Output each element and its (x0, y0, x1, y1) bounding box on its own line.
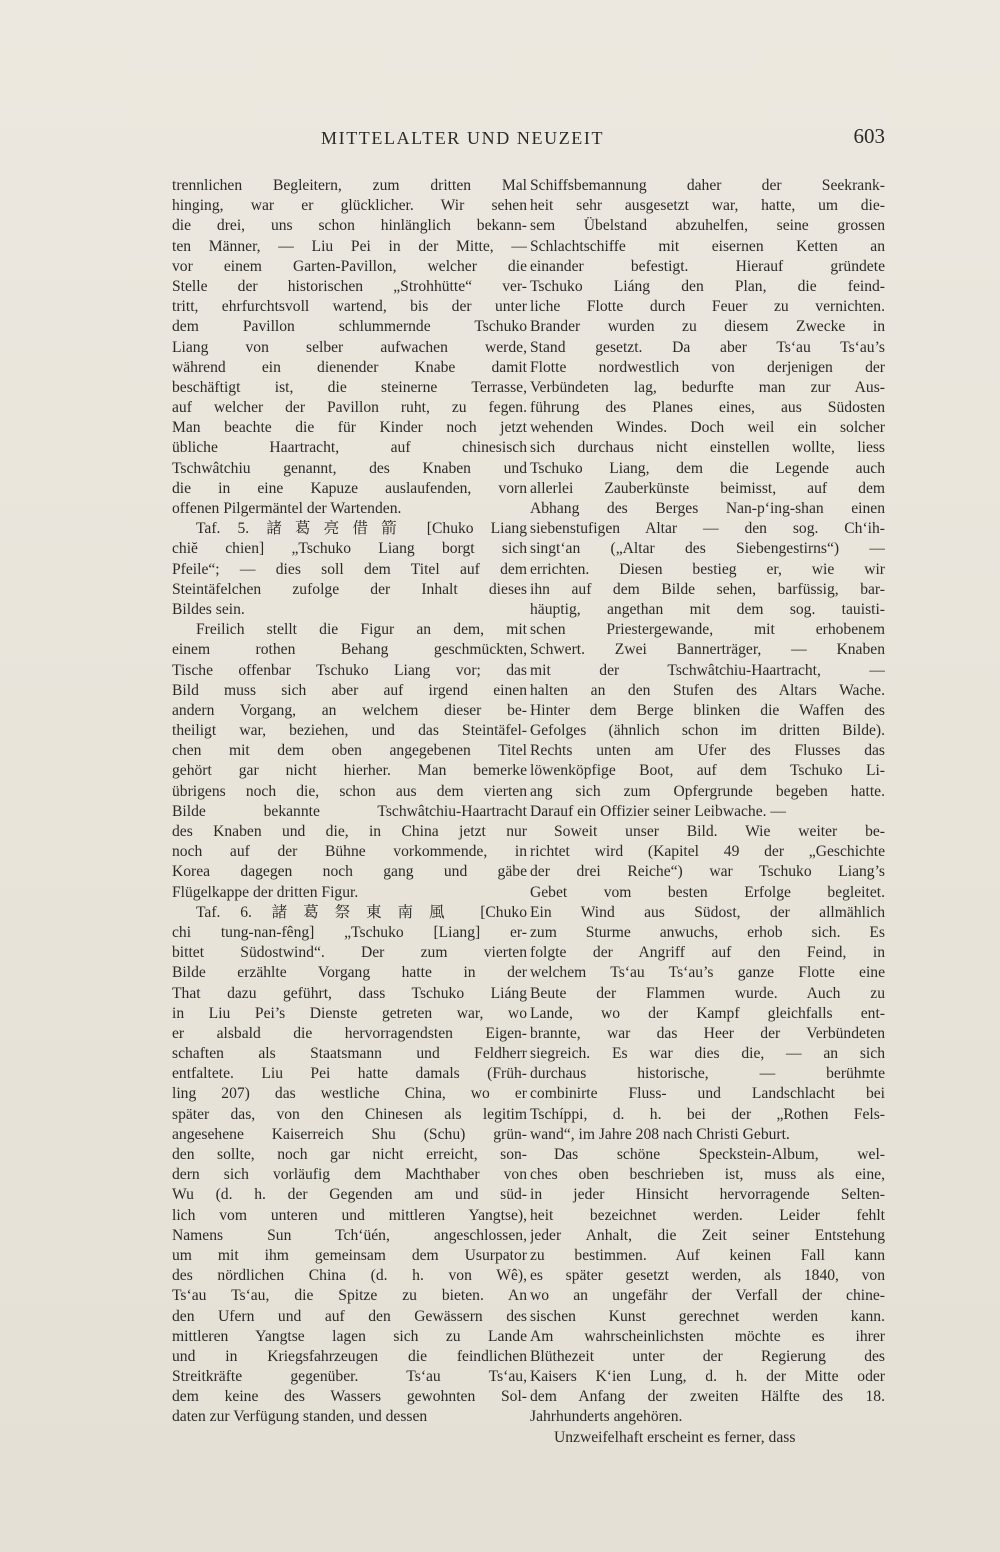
text-line: richtet wird (Kapitel 49 der „Geschichte (530, 843, 885, 861)
text-line: ten Männer, — Liu Pei in der Mitte, — (172, 237, 527, 255)
text-line: des nördlichen China (d. h. von Wê), (172, 1267, 527, 1285)
text-line: Ts‘au Ts‘au, die Spitze zu bieten. An (172, 1287, 527, 1305)
text-line: der drei Reiche“) war Tschuko Liang’s (530, 863, 885, 881)
text-line: Das schöne Speckstein-Album, wel- (554, 1146, 885, 1163)
text-line: Ein Wind aus Südost, der allmählich (530, 903, 885, 921)
text-line: hinging, war er glücklicher. Wir sehen (172, 197, 527, 215)
text-line: Verbündeten lag, bedurfte man zur Aus- (530, 378, 885, 396)
text-line: schen Priestergewande, mit erhobenem (530, 621, 885, 639)
text-line: schaften als Staatsmann und Feldherr (172, 1045, 527, 1063)
text-line: Abhang des Berges Nan-p‘ing-shan einen (530, 500, 885, 517)
right-text-column (530, 176, 885, 1448)
text-line: Lande, wo der Kampf gleichfalls ent- (530, 1004, 885, 1022)
text-line: Wu (d. h. der Gegenden am und süd- (172, 1186, 527, 1204)
text-line: halten an den Stufen des Altars Wache. (530, 681, 885, 699)
text-line: Tschuko Liang, dem die Legende auch (530, 459, 885, 477)
text-line: sem Übelstand abzuhelfen, seine grossen (530, 217, 885, 235)
text-line: chi tung-nan-fêng] „Tschuko [Liang] er- (172, 923, 527, 941)
text-line: sich durchaus nicht einstellen wollte, liess (530, 439, 885, 457)
text-line: Korea dagegen noch gang und gäbe (172, 863, 527, 881)
text-line: dem Anfang der zweiten Hälfte des 18. (530, 1388, 885, 1406)
text-line: den sollte, noch gar nicht erreicht, son- (172, 1146, 527, 1163)
text-line: combinirte Fluss- und Landschlacht bei (530, 1085, 885, 1103)
text-line: Liang von selber aufwachen werde, (172, 338, 527, 356)
text-line: Jahrhunderts angehören. (530, 1408, 683, 1426)
text-line: Taf. 6. 諸葛祭東南風 [Chuko (196, 903, 527, 921)
text-line: liche Flotte durch Feuer zu vernichten. (530, 298, 885, 316)
text-line: löwenköpfige Boot, auf dem Tschuko Li- (530, 762, 885, 780)
text-line: brannte, war das Heer der Verbündeten (530, 1024, 885, 1042)
text-line: häuptig, angethan mit dem sog. tauisti- (530, 600, 885, 618)
text-line: führung des Planes eines, aus Südosten (530, 399, 885, 417)
text-line: Soweit unser Bild. Wie weiter be- (554, 823, 885, 840)
text-line: einem rothen Behang geschmückten, (172, 641, 527, 659)
text-line: Unzweifelhaft erscheint es ferner, dass (554, 1428, 796, 1446)
text-line: dem Pavillon schlummernde Tschuko (172, 318, 527, 336)
text-line: zu bestimmen. Auf keinen Fall kann (530, 1246, 885, 1264)
text-line: entfaltete. Liu Pei hatte damals (Früh- (172, 1065, 527, 1083)
text-line: Blüthezeit unter der Regierung des (530, 1347, 885, 1365)
text-line: Tschwâtchiu genannt, des Knaben und (172, 459, 527, 477)
text-line: andern Vorgang, an welchem dieser be- (172, 701, 527, 719)
text-line: während ein dienender Knabe damit (172, 358, 527, 376)
running-head: MITTELALTER UND NEUZEIT (321, 128, 605, 148)
text-line: Freilich stellt die Figur an dem, mit (196, 621, 527, 639)
text-line: die in eine Kapuze auslaufenden, vorn (172, 479, 527, 497)
text-line: wand“, im Jahre 208 nach Christi Geburt. (530, 1125, 790, 1143)
text-line: Brander wurden zu diesem Zwecke in (530, 318, 885, 336)
text-line: Darauf ein Offizier seiner Leibwache. — (530, 802, 787, 820)
text-line: errichten. Diesen bestieg er, wie wir (530, 560, 885, 578)
text-line: ihn auf dem Bilde sehen, barfüssig, bar- (530, 580, 885, 598)
text-line: Tschuko Liáng den Plan, die feind- (530, 277, 885, 295)
text-line: Tschíppi, d. h. bei der „Rothen Fels- (530, 1105, 885, 1123)
text-line: Gefolges (ähnlich schon im dritten Bilde). (530, 722, 885, 740)
text-line: Stelle der historischen „Strohhütte“ ver- (172, 277, 527, 295)
text-line: beschäftigt ist, die steinerne Terrasse, (172, 378, 527, 396)
text-line: chiĕ chien] „Tschuko Liang borgt sich (172, 540, 527, 558)
text-line: und in Kriegsfahrzeugen die feindlichen (172, 1347, 527, 1365)
text-line: Hinter dem Berge blinken die Waffen des (530, 701, 885, 719)
text-line: siebenstufigen Altar — den sog. Ch‘ih- (530, 520, 885, 538)
text-line: That dazu geführt, dass Tschuko Liáng (172, 984, 527, 1002)
text-line: Schlachtschiffe mit eisernen Ketten an (530, 237, 885, 255)
text-line: Steintäfelchen zufolge der Inhalt dieses (172, 580, 527, 598)
text-line: Streitkräfte gegenüber. Ts‘au Ts‘au, (172, 1368, 527, 1386)
text-line: noch auf der Bühne vorkommende, in (172, 843, 527, 861)
text-line: welchem Ts‘au Ts‘au’s ganze Flotte eine (530, 964, 885, 982)
text-line: Flotte nordwestlich von derjenigen der (530, 358, 885, 376)
text-line: er alsbald die hervorragendsten Eigen- (172, 1024, 527, 1042)
text-line: einander befestigt. Hierauf gründete (530, 257, 885, 275)
text-line: ches oben beschrieben ist, muss als eine, (530, 1166, 885, 1184)
text-line: offenen Pilgermäntel der Wartenden. (172, 500, 402, 517)
text-line: um mit ihm gemeinsam dem Usurpator (172, 1246, 527, 1264)
text-line: Bilde bekannte Tschwâtchiu-Haartracht (172, 802, 527, 820)
text-line: ling 207) das westliche China, wo er (172, 1085, 527, 1103)
text-line: Bilde erzählte Vorgang hatte in der (172, 964, 527, 982)
text-line: später das, von den Chinesen als legitim (172, 1105, 527, 1123)
text-line: Taf. 5. 諸葛亮借箭 [Chuko Liang (196, 520, 527, 538)
text-line: dem keine des Wassers gewohnten Sol- (172, 1388, 527, 1406)
text-line: chen mit dem oben angegebenen Titel (172, 742, 527, 760)
text-line: des Knaben und die, in China jetzt nur (172, 823, 527, 840)
text-line: heit bezeichnet werden. Leider fehlt (530, 1206, 885, 1224)
text-line: wehenden Windes. Doch weil ein solcher (530, 419, 885, 437)
text-line: Rechts unten am Ufer des Flusses das (530, 742, 885, 760)
text-line: theiligt war, beziehen, und das Steintäfel- (172, 722, 527, 740)
text-line: es später gesetzt werden, als 1840, von (530, 1267, 885, 1285)
text-line: Schwert. Zwei Bannerträger, — Knaben (530, 641, 885, 659)
text-line: mit der Tschwâtchiu-Haartracht, — (530, 661, 885, 679)
text-line: Kaisers K‘ien Lung, d. h. der Mitte oder (530, 1368, 885, 1386)
text-line: lich vom unteren und mittleren Yangtse), (172, 1206, 527, 1224)
text-line: zum Sturme anwuchs, erhob sich. Es (530, 923, 885, 941)
text-line: in jeder Hinsicht hervorragende Selten- (530, 1186, 885, 1204)
text-line: Gebet vom besten Erfolge begleitet. (530, 883, 885, 901)
text-line: gehört gar nicht hierher. Man bemerke (172, 762, 527, 780)
text-line: übliche Haartracht, auf chinesisch (172, 439, 527, 457)
text-line: Flügelkappe der dritten Figur. (172, 883, 359, 901)
text-line: Man beachte die für Kinder noch jetzt (172, 419, 527, 437)
text-line: Tische offenbar Tschuko Liang vor; das (172, 661, 527, 679)
text-line: heit sehr ausgesetzt war, hatte, um die- (530, 197, 885, 215)
text-line: durchaus historische, — berühmte (530, 1065, 885, 1083)
text-line: allerlei Zauberkünste beimisst, auf dem (530, 479, 885, 497)
text-line: sischen Kunst gerechnet werden kann. (530, 1307, 885, 1325)
text-line: die drei, uns schon hinlänglich bekann- (172, 217, 527, 235)
text-line: den Ufern und auf den Gewässern des (172, 1307, 527, 1325)
text-line: Stand gesetzt. Da aber Ts‘au Ts‘au’s (530, 338, 885, 356)
text-line: übrigens noch die, schon aus dem vierten (172, 782, 527, 800)
text-line: Am wahrscheinlichsten möchte es ihrer (530, 1327, 885, 1345)
text-line: wo an ungefähr der Verfall der chine- (530, 1287, 885, 1305)
text-line: daten zur Verfügung standen, und dessen (172, 1408, 428, 1426)
text-line: Bildes sein. (172, 600, 245, 618)
text-line: angesehene Kaiserreich Shu (Schu) grün- (172, 1125, 527, 1143)
text-line: Bild muss sich aber auf irgend einen (172, 681, 527, 699)
page-header (175, 124, 885, 154)
text-line: jeder Anhalt, die Zeit seiner Entstehung (530, 1226, 885, 1244)
text-line: in Liu Pei’s Dienste getreten war, wo (172, 1004, 527, 1022)
left-text-column (172, 176, 527, 1428)
text-line: tritt, ehrfurchtsvoll wartend, bis der unter (172, 298, 527, 316)
text-line: folgte der Angriff auf den Feind, in (530, 944, 885, 962)
text-line: siegreich. Es war dies die, — an sich (530, 1045, 885, 1063)
text-line: mittleren Yangtse lagen sich zu Lande (172, 1327, 527, 1345)
text-line: trennlichen Begleitern, zum dritten Mal (172, 177, 527, 194)
text-line: vor einem Garten-Pavillon, welcher die (172, 257, 527, 275)
text-line: Schiffsbemannung daher der Seekrank- (530, 177, 885, 194)
page-number: 603 (853, 124, 885, 148)
text-line: Namens Sun Tch‘üén, angeschlossen, (172, 1226, 527, 1244)
text-line: Beute der Flammen wurde. Auch zu (530, 984, 885, 1002)
text-line: ang sich zum Opfergrunde begeben hatte. (530, 782, 885, 800)
text-line: Pfeile“; — dies soll dem Titel auf dem (172, 560, 527, 578)
text-line: singt‘an („Altar des Siebengestirns“) — (530, 540, 885, 558)
text-line: bittet Südostwind“. Der zum vierten (172, 944, 527, 962)
text-line: auf welcher der Pavillon ruht, zu fegen. (172, 399, 527, 417)
text-line: dern sich vorläufig dem Machthaber von (172, 1166, 527, 1184)
